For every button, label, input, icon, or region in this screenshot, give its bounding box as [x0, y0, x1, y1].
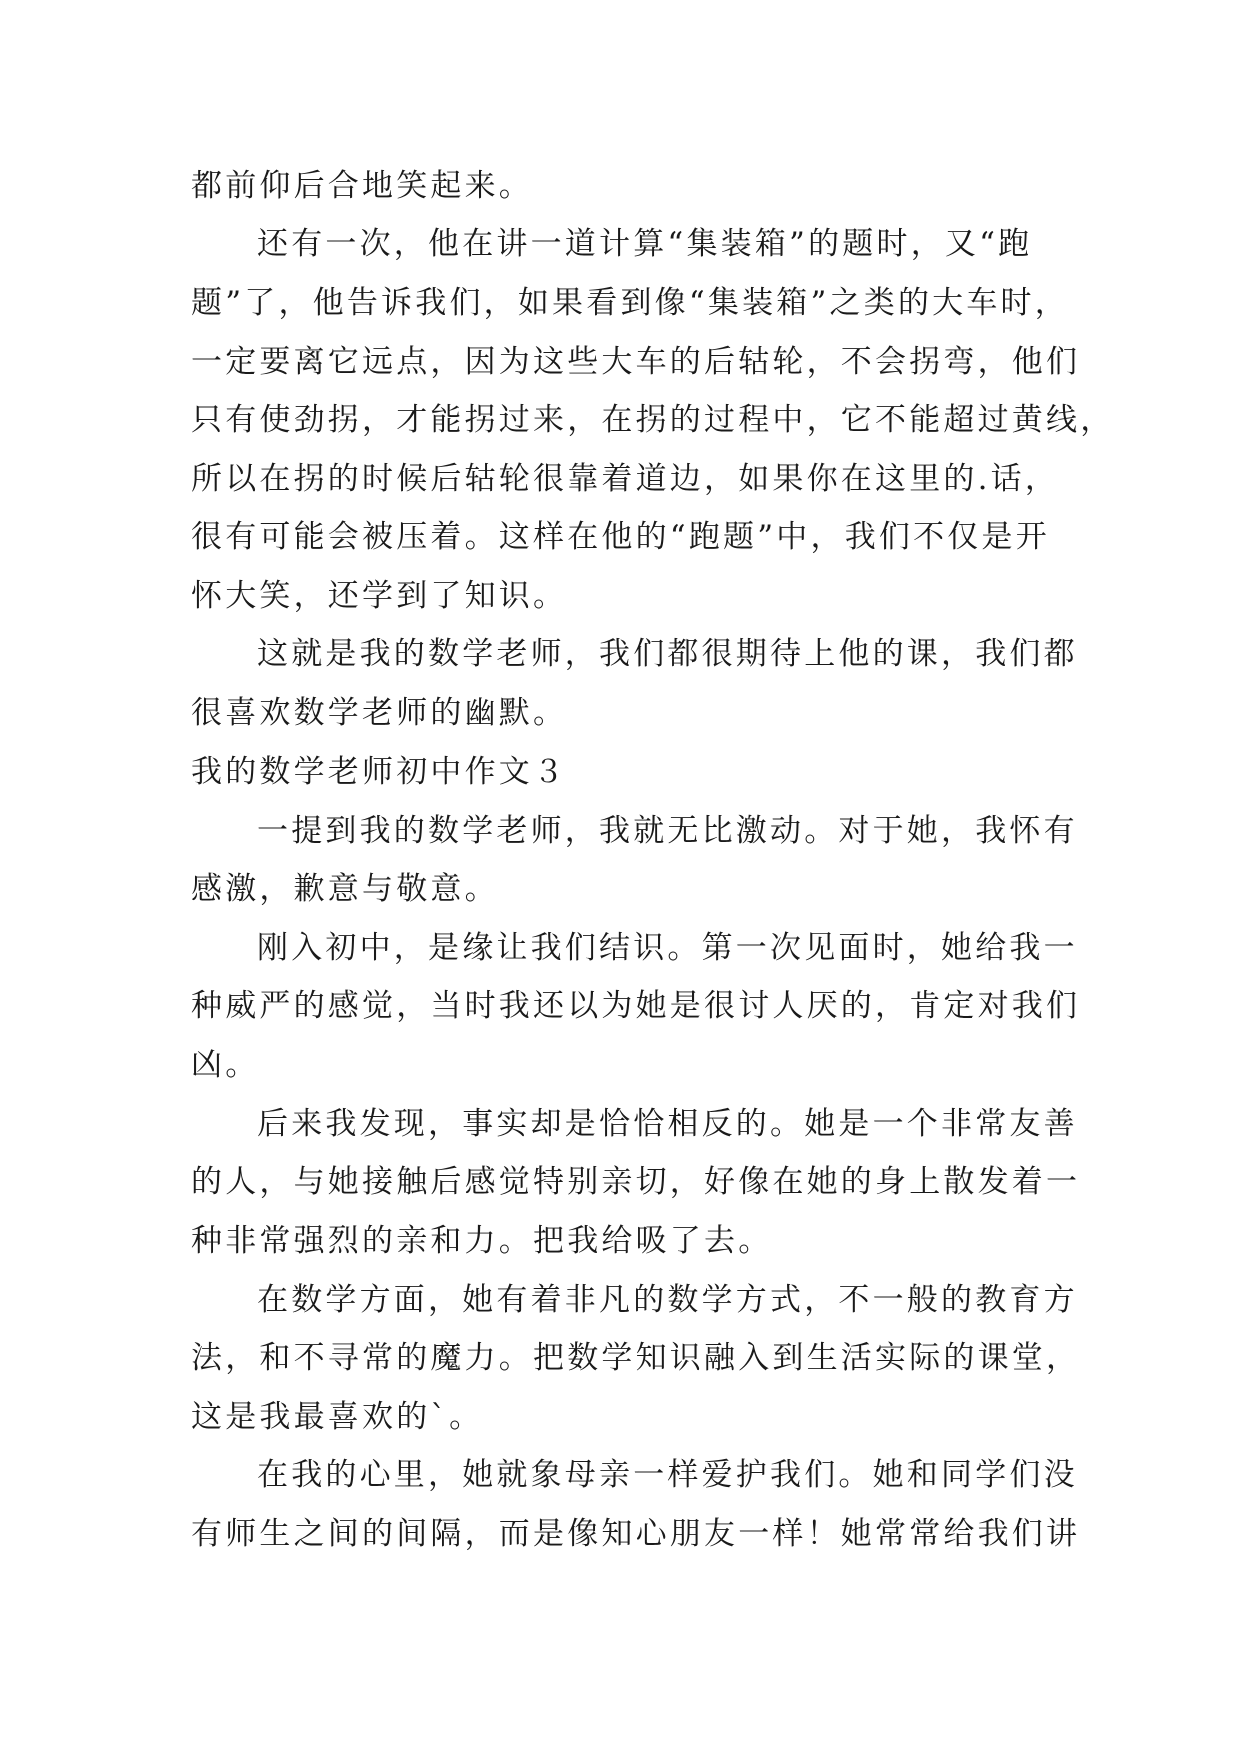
text-line: 这是我最喜欢的`。	[191, 1399, 484, 1435]
text-line: 都前仰后合地笑起来。	[191, 168, 533, 204]
section-heading: 我的数学老师初中作文３	[191, 754, 568, 790]
text-line: 一提到我的数学老师，我就无比激动。对于她，我怀有	[257, 813, 1078, 849]
text-line: 有师生之间的间隔，而是像知心朋友一样！她常常给我们讲	[191, 1516, 1081, 1552]
text-line: 感激，歉意与敬意。	[191, 871, 499, 907]
text-line: 只有使劲拐，才能拐过来，在拐的过程中，它不能超过黄线，	[191, 402, 1115, 438]
text-line: 这就是我的数学老师，我们都很期待上他的课，我们都	[257, 636, 1078, 672]
text-line: 的人，与她接触后感觉特别亲切，好像在她的身上散发着一	[191, 1164, 1081, 1200]
text-line: 后来我发现，事实却是恰恰相反的。她是一个非常友善	[257, 1106, 1078, 1142]
text-line: 凶。	[191, 1047, 260, 1083]
text-line: 所以在拐的时候后轱轮很靠着道边，如果你在这里的.话，	[191, 461, 1060, 497]
text-line: 种威严的感觉，当时我还以为她是很讨人厌的，肯定对我们	[191, 988, 1081, 1024]
text-line: 在我的心里，她就象母亲一样爱护我们。她和同学们没	[257, 1457, 1078, 1493]
text-line: 题”了，他告诉我们，如果看到像“集装箱”之类的大车时，	[191, 285, 1069, 321]
text-line: 在数学方面，她有着非凡的数学方式，不一般的教育方	[257, 1282, 1078, 1318]
text-line: 一定要离它远点，因为这些大车的后轱轮，不会拐弯，他们	[191, 344, 1081, 380]
text-line: 怀大笑，还学到了知识。	[191, 578, 568, 614]
text-line: 法，和不寻常的魔力。把数学知识融入到生活实际的课堂，	[191, 1340, 1081, 1376]
text-line: 还有一次，他在讲一道计算“集装箱”的题时，又“跑	[257, 226, 1033, 262]
text-line: 很喜欢数学老师的幽默。	[191, 695, 568, 731]
text-line: 刚入初中，是缘让我们结识。第一次见面时，她给我一	[257, 930, 1078, 966]
text-line: 种非常强烈的亲和力。把我给吸了去。	[191, 1223, 773, 1259]
text-line: 很有可能会被压着。这样在他的“跑题”中，我们不仅是开	[191, 519, 1050, 555]
